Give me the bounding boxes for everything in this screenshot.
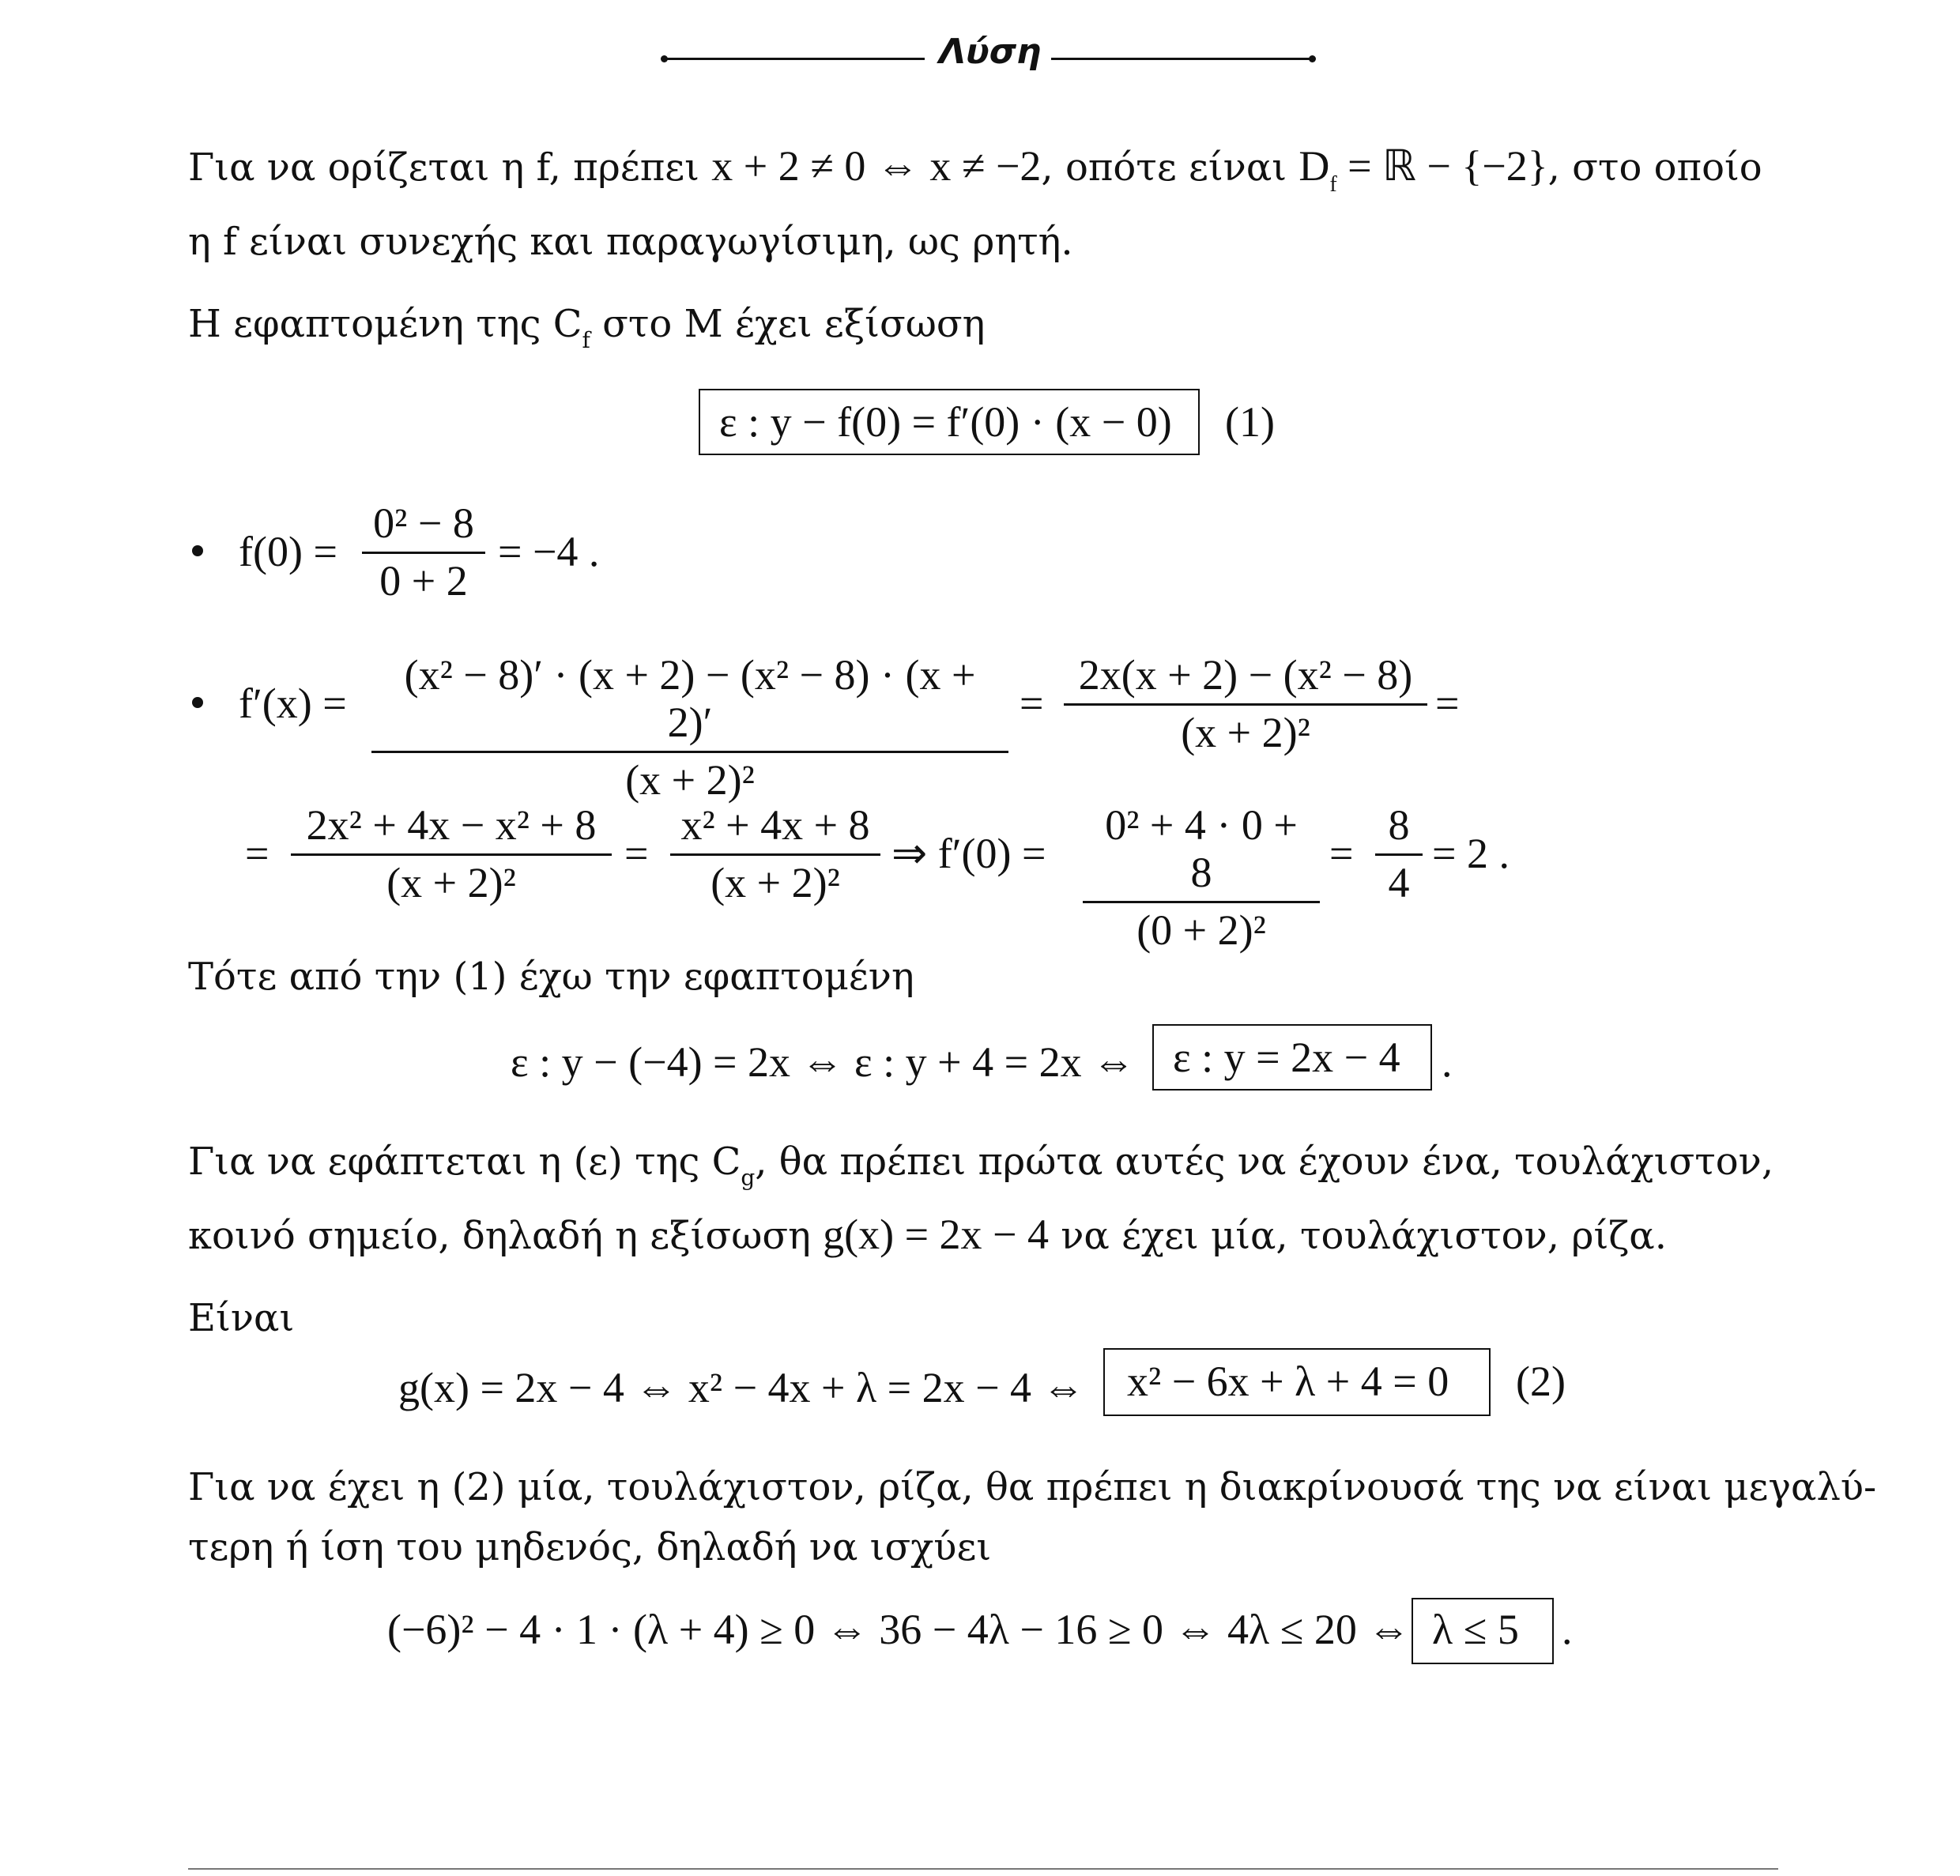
bullet-point xyxy=(192,545,203,556)
fraction-bar xyxy=(362,552,485,554)
fraction-numerator: 0² − 8 xyxy=(373,499,474,547)
text-segment: , οπότε είναι xyxy=(1041,145,1299,190)
paragraph-continuity: η f είναι συνεχής και παραγωγίσιμη, ως ρητή. xyxy=(188,220,1073,264)
domain-set: = ℝ − {−2} xyxy=(1336,142,1548,190)
equals-sign: = xyxy=(1329,830,1354,877)
paragraph-tangent-result-intro: Τότε από την (1) έχω την εφαπτομένη xyxy=(188,955,914,999)
fprime0-fraction xyxy=(1083,801,1320,954)
text-segment: Για να εφάπτεται η (ε) της C xyxy=(188,1140,741,1184)
equation-1-tag: (1) xyxy=(1225,398,1275,446)
fprime-fraction-1 xyxy=(371,651,1008,804)
text-segment: , στο οποίο xyxy=(1547,145,1762,190)
lambda-condition: λ ≤ 5 xyxy=(1432,1606,1519,1653)
domain-subscript: f xyxy=(1329,172,1337,197)
math-domain xyxy=(1298,142,1548,197)
text-segment: Η εφαπτομένη της C xyxy=(188,302,582,346)
period: . xyxy=(1442,1038,1453,1086)
domain-symbol: D xyxy=(1298,142,1330,190)
paragraph-root-condition xyxy=(188,1209,1667,1260)
fprime0-lhs: ⇒ f′(0) = xyxy=(891,830,1046,877)
header-right-dot xyxy=(1309,55,1316,62)
fraction-bar xyxy=(371,751,1008,753)
fprime-fraction-2 xyxy=(1064,651,1427,756)
equation-2: x² − 6x + λ + 4 = 0 xyxy=(1127,1358,1449,1405)
footer-rule xyxy=(188,1868,1778,1870)
paragraph-domain xyxy=(188,141,1762,197)
fprime0-result: = 2 . xyxy=(1432,830,1510,877)
curve-subscript: f xyxy=(582,327,590,353)
section-title: Λύση xyxy=(939,32,1042,72)
paragraph-common-point xyxy=(188,1138,1774,1191)
fraction-numerator: x² + 4x + 8 xyxy=(680,801,870,849)
header-left-rule xyxy=(664,58,925,60)
math-inline: g(x) = 2x − 4 xyxy=(823,1211,1049,1258)
tangent-equation: ε : y = 2x − 4 xyxy=(1173,1034,1400,1081)
fraction-denominator: (x + 2)² xyxy=(386,859,516,906)
fraction-denominator: (x + 2)² xyxy=(1181,709,1310,756)
fraction-numerator: 0² + 4 · 0 + 8 xyxy=(1105,801,1298,896)
fraction-bar xyxy=(1083,901,1320,903)
f0-rhs: = −4 . xyxy=(498,528,600,575)
text-segment: στο Μ έχει εξίσωση xyxy=(590,302,986,346)
fprime-fraction-3 xyxy=(291,801,612,906)
fraction-numerator: 2x(x + 2) − (x² − 8) xyxy=(1078,651,1413,699)
equation-1: ε : y − f(0) = f′(0) · (x − 0) xyxy=(719,398,1172,446)
math-condition: x + 2 ≠ 0 ⇔ x ≠ −2 xyxy=(711,142,1042,190)
equals-sign: = xyxy=(245,830,270,877)
fraction-numerator: 8 xyxy=(1388,801,1410,849)
period: . xyxy=(1562,1606,1573,1653)
fraction-denominator: 0 + 2 xyxy=(379,557,468,605)
text-segment: κοινό σημείο, δηλαδή η εξίσωση xyxy=(188,1214,824,1258)
bullet-point xyxy=(192,697,203,708)
equation-2-tag: (2) xyxy=(1516,1358,1566,1405)
fraction-bar xyxy=(1064,703,1427,706)
fprime-lhs: f′(x) = xyxy=(239,680,347,727)
paragraph-discriminant: Για να έχει η (2) μία, τουλάχιστον, ρίζα, θα πρέπει η διακρίνουσά της να είναι μεγαλύ- xyxy=(188,1465,1877,1509)
discriminant-derivation: (−6)² − 4 · 1 · (λ + 4) ≥ 0 ⇔ 36 − 4λ − 16 ≥ 0 ⇔ 4λ ≤ 20 ⇔ xyxy=(387,1606,1411,1653)
text-segment: να έχει μία, τουλάχιστον, ρίζα. xyxy=(1048,1214,1667,1258)
text-segment: , θα πρέπει πρώτα αυτές να έχουν ένα, τουλάχιστον, xyxy=(755,1140,1774,1184)
paragraph-is: Είναι xyxy=(188,1296,295,1340)
f0-lhs: f(0) = xyxy=(239,528,337,575)
equals-sign: = xyxy=(624,830,649,877)
text-segment: Για να ορίζεται η f, πρέπει xyxy=(188,145,712,190)
paragraph-discriminant-cont: τερη ή ίση του μηδενός, δηλαδή να ισχύει xyxy=(188,1525,992,1569)
fraction-denominator: (x + 2)² xyxy=(710,859,840,906)
fraction-bar xyxy=(1375,853,1423,856)
equals-sign: = xyxy=(1020,680,1044,727)
fraction-numerator: (x² − 8)′ · (x + 2) − (x² − 8) · (x + 2)′ xyxy=(404,651,976,746)
tangent-derivation: ε : y − (−4) = 2x ⇔ ε : y + 4 = 2x ⇔ xyxy=(511,1038,1136,1086)
fraction-denominator: (0 + 2)² xyxy=(1136,906,1266,954)
fraction-denominator: (x + 2)² xyxy=(625,756,755,804)
equals-sign: = xyxy=(1435,680,1460,727)
curve-subscript: g xyxy=(741,1165,756,1191)
fraction-bar xyxy=(670,853,880,856)
fraction-numerator: 2x² + 4x − x² + 8 xyxy=(306,801,597,849)
equation-2-derivation: g(x) = 2x − 4 ⇔ x² − 4x + λ = 2x − 4 ⇔ xyxy=(398,1364,1085,1411)
paragraph-tangent-intro xyxy=(188,300,986,353)
fprime-fraction-4 xyxy=(670,801,880,906)
fraction-bar xyxy=(291,853,612,856)
f0-fraction xyxy=(362,499,485,605)
fprime0-fraction-simplified xyxy=(1375,801,1423,906)
fraction-denominator: 4 xyxy=(1388,859,1410,906)
header-right-rule xyxy=(1051,58,1312,60)
